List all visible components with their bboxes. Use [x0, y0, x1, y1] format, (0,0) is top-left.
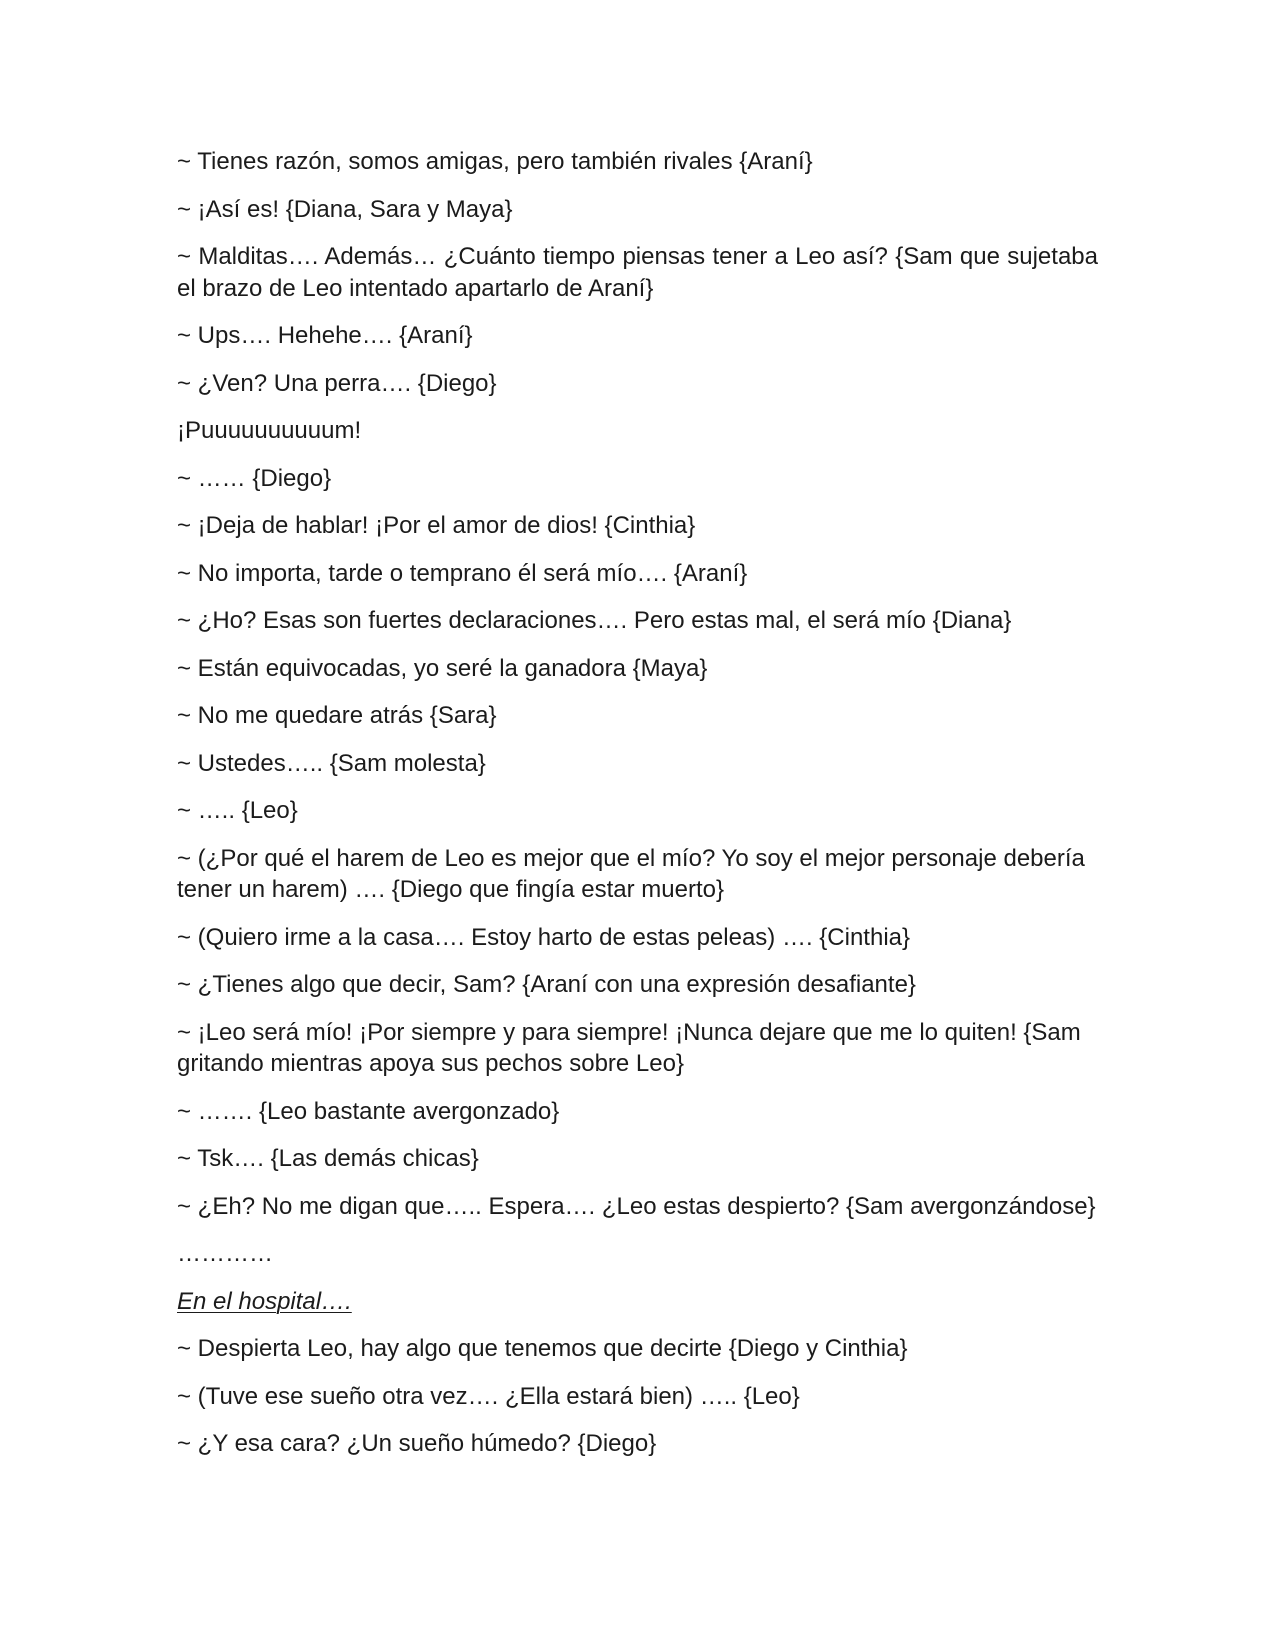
dialogue-line: ~ ¡Así es! {Diana, Sara y Maya}: [177, 195, 513, 223]
dialogue-line: ~ ¿Tienes algo que decir, Sam? {Araní con una expresión desafiante}: [177, 971, 916, 998]
dialogue-line: ~ Despierta Leo, hay algo que tenemos que decirte {Diego y Cinthia}: [177, 1335, 908, 1362]
dialogue-line: ~ ….. {Leo}: [177, 797, 298, 824]
dialogue-line: ~ Tsk…. {Las demás chicas}: [177, 1145, 479, 1172]
dialogue-line: ~ ……. {Leo bastante avergonzado}: [177, 1097, 560, 1125]
dialogue-line: ~ No me quedare atrás {Sara}: [177, 702, 497, 729]
document-body: [177, 146, 1098, 1476]
dialogue-line: ~ Malditas…. Además… ¿Cuánto tiempo piensas tener a Leo así? {Sam que sujetaba el brazo de Leo intentado apartarlo de Araní}: [177, 243, 1098, 302]
dialogue-line: ~ No importa, tarde o temprano él será mío…. {Araní}: [177, 559, 748, 587]
dialogue-line: ~ (¿Por qué el harem de Leo es mejor que el mío? Yo soy el mejor personaje debería tener un harem) …. {Diego que fingía estar muerto}: [177, 844, 1085, 903]
dialogue-line: ~ ¡Deja de hablar! ¡Por el amor de dios! {Cinthia}: [177, 512, 696, 539]
dialogue-line: ~ ¿Ho? Esas son fuertes declaraciones…. Pero estas mal, el será mío {Diana}: [177, 607, 1012, 634]
dialogue-line: ~ Tienes razón, somos amigas, pero también rivales {Araní}: [177, 148, 813, 175]
dialogue-line: ~ ¿Ven? Una perra…. {Diego}: [177, 369, 497, 397]
dialogue-line: ~ …… {Diego}: [177, 464, 332, 492]
dialogue-line: ~ Ustedes….. {Sam molesta}: [177, 749, 486, 777]
dialogue-line: ~ ¿Y esa cara? ¿Un sueño húmedo? {Diego}: [177, 1430, 657, 1457]
scene-heading: En el hospital….: [177, 1287, 352, 1315]
dialogue-line: ~ Ups…. Hehehe…. {Araní}: [177, 322, 473, 349]
dialogue-line: ~ Están equivocadas, yo seré la ganadora {Maya}: [177, 654, 708, 682]
scene-break: …………: [177, 1240, 273, 1267]
dialogue-line: ~ (Quiero irme a la casa…. Estoy harto de estas peleas) …. {Cinthia}: [177, 923, 911, 951]
dialogue-line: ~ ¿Eh? No me digan que….. Espera…. ¿Leo estas despierto? {Sam avergonzándose}: [177, 1192, 1096, 1220]
dialogue-line: ~ (Tuve ese sueño otra vez…. ¿Ella estará bien) ….. {Leo}: [177, 1382, 800, 1410]
sound-effect-line: ¡Puuuuuuuuuum!: [177, 417, 362, 444]
dialogue-line: ~ ¡Leo será mío! ¡Por siempre y para siempre! ¡Nunca dejare que me lo quiten! {Sam gritando mientras apoya sus pechos sobre Leo}: [177, 1018, 1081, 1077]
